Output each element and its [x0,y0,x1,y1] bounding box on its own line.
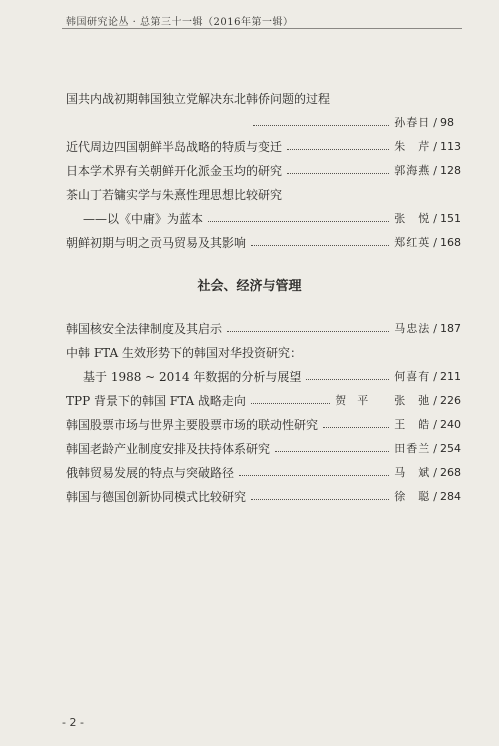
entry-page-number: 168 [440,235,461,249]
leader-dots [208,220,389,222]
header-divider [62,28,462,29]
entry-page-number: 284 [440,489,461,503]
entry-title: TPP 背景下的韩国 FTA 战略走向 [66,393,246,408]
entry-subtitle: 基于 1988 ~ 2014 年数据的分析与展望 [83,369,302,384]
entry-title: 日本学术界有关朝鲜开化派金玉均的研究 [66,163,283,178]
entry-title: 朝鲜初期与明之贡马贸易及其影响 [66,235,247,250]
entry-subtitle: ——以《中庸》为蓝本 [83,211,204,226]
page-number: - 2 - [62,716,84,729]
entry-page-number: 254 [440,441,461,455]
slash-separator: / [433,235,437,249]
slash-separator: / [433,163,437,177]
entry-author: 徐 聪 [394,490,431,503]
slash-separator: / [433,441,437,455]
entry-page-number: 128 [440,163,461,177]
leader-dots [287,172,389,174]
toc-entry[interactable] [66,160,462,180]
entry-page-number: 113 [440,139,461,153]
entry-coauthor: 贺 平 [335,394,369,407]
entry-page-number: 98 [440,115,454,129]
toc-entry[interactable] [66,88,462,108]
entry-author: 郭海燕 [394,164,431,177]
toc-entry[interactable] [66,232,462,252]
leader-dots [251,402,330,404]
toc-entry[interactable] [66,486,462,506]
entry-page-number: 226 [440,393,461,407]
slash-separator: / [433,489,437,503]
entry-author: 马 斌 [394,466,431,479]
entry-title: 国共内战初期韩国独立党解决东北韩侨问题的过程 [66,91,331,106]
entry-title: 韩国股票市场与世界主要股票市场的联动性研究 [66,417,319,432]
entry-title: 韩国老龄产业制度安排及扶持体系研究 [66,441,271,456]
entry-page-number: 211 [440,369,461,383]
leader-dots [227,330,389,332]
entry-title: 韩国与德国创新协同模式比较研究 [66,489,247,504]
entry-title: 近代周边四国朝鲜半岛战略的特质与变迁 [66,139,283,154]
slash-separator: / [433,321,437,335]
entry-author: 张 悦 [394,212,431,225]
leader-dots [275,450,389,452]
leader-dots [323,426,389,428]
toc-entry[interactable] [66,208,462,228]
toc-entry[interactable] [66,136,462,156]
entry-author: 张 弛 [394,394,431,407]
entry-author: 孙春日 [394,116,431,129]
toc-entry[interactable] [66,438,462,458]
entry-author: 何喜有 [394,370,431,383]
entry-author: 王 皓 [394,418,431,431]
entry-page-number: 151 [440,211,461,225]
slash-separator: / [433,139,437,153]
toc-entry-continuation[interactable] [248,112,462,132]
entry-author: 马忠法 [394,322,431,335]
leader-dots [251,244,389,246]
slash-separator: / [433,115,437,129]
entry-page-number: 240 [440,417,461,431]
toc-entry[interactable] [66,184,462,204]
entry-page-number: 187 [440,321,461,335]
entry-author: 郑红英 [394,236,431,249]
entry-title: 俄韩贸易发展的特点与突破路径 [66,465,235,480]
slash-separator: / [433,393,437,407]
entry-title: 中韩 FTA 生效形势下的韩国对华投资研究： [66,345,302,360]
leader-dots [287,148,389,150]
leader-dots [251,498,389,500]
toc-entry[interactable] [66,390,462,410]
leader-dots [306,378,389,380]
toc-entry[interactable] [66,462,462,482]
section-heading: 社会、经济与管理 [197,279,302,294]
slash-separator: / [433,465,437,479]
slash-separator: / [433,211,437,225]
toc-entry[interactable] [66,414,462,434]
leader-dots [253,124,389,126]
entry-author: 田香兰 [394,442,431,455]
slash-separator: / [433,369,437,383]
entry-page-number: 268 [440,465,461,479]
entry-title: 茶山丁若镛实学与朱熹性理思想比较研究 [66,187,283,202]
toc-entry[interactable] [66,342,462,362]
toc-entry[interactable] [66,318,462,338]
slash-separator: / [433,417,437,431]
leader-dots [239,474,389,476]
toc-entry[interactable] [66,366,462,386]
entry-author: 朱 芹 [394,140,431,153]
entry-title: 韩国核安全法律制度及其启示 [66,321,223,336]
running-header: 韩国研究论丛 · 总第三十一辑（2016年第一辑） [66,17,294,28]
